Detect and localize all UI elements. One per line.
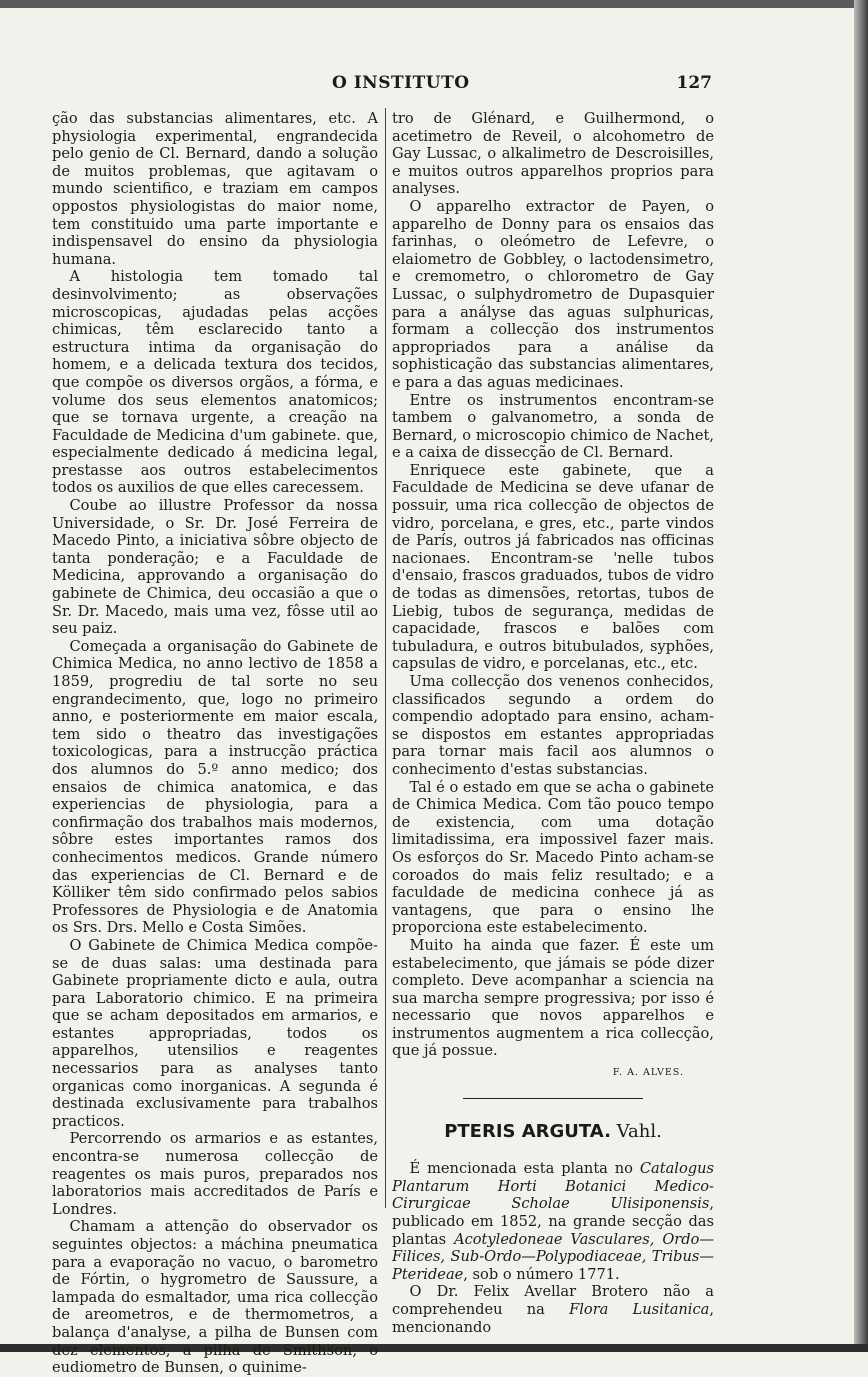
scan-edge-right <box>854 0 868 1352</box>
paragraph: O Dr. Felix Avellar Brotero não a comprehendeu na Flora Lusitanica, mencionando <box>392 1283 714 1336</box>
author-signature: F. A. ALVES. <box>612 1067 684 1079</box>
paragraph: A histologia tem tomado tal desinvolvimento; as observações microscopicas, ajudadas pelas acções chimicas, têm esclarecido tanto a estructura intima da organisação do homem, e a delicada textura dos tecidos, que compõe os diversos orgãos, a fórma, e volume dos seus elementos anatomicos; que se tornava urgente, a creação na Faculdade de Medicina d'um gabinete. que, especialmente dedicado á medicina legal, prestasse aos outros estabelecimentos todos os auxilios de que elles carecessem. <box>52 268 378 497</box>
species-name: PTERIS ARGUTA. <box>444 1120 611 1142</box>
taxonomy: Acotyledoneae Vasculares, Ordo—Filices, Sub-Ordo—Polypodiaceae, Tribus— Pterideae <box>392 1230 714 1283</box>
paragraph: ção das substancias alimentares, etc. A physiologia experimental, engrandecida pelo genio de Cl. Bernard, dando a solução de muitos problemas, que agitavam o mundo scientifico, e traziam em campos oppostos physiologistas do maior nome, tem constituido uma parte importante e indispensavel do ensino da physiologia humana. <box>52 110 378 268</box>
paragraph: O apparelho extractor de Payen, o apparelho de Donny para os ensaios das farinhas, o oleómetro de Lefevre, o elaiometro de Gobbley, o lactodensimetro, e cremometro, o chlorometro de Gay Lussac, o sulphydrometro de Dupasquier para a anályse das aguas sulphuricas, formam a collecção dos instrumentos appropriados para a análise da sophisticação das substancias alimentares, e para a das aguas medicinaes. <box>392 197 714 391</box>
column-divider <box>385 108 386 1208</box>
left-column <box>52 110 378 1377</box>
right-column <box>392 110 714 1336</box>
journal-title: O INSTITUTO <box>332 73 470 93</box>
section-separator <box>463 1098 643 1099</box>
paragraph: Chamam a attenção do observador os seguintes objectos: a máchina pneumatica para a evaporação no vacuo, o barometro de Fórtin, o hygrometro de Saussure, a lampada do esmaltador, uma rica collecção de areometros, e de thermometros, a balança d'analyse, a pilha de Bunsen com dez elementos, a pilha de Smithson, o eudiometro de Bunsen, o quinime- <box>52 1218 378 1377</box>
paragraph: Começada a organisação do Gabinete de Chimica Medica, no anno lectivo de 1858 a 1859, progrediu de tal sorte no seu engrandecimento, que, logo no primeiro anno, e posteriormente em maior escala, tem sido o theatro das investigações toxicologicas, para a instrucção práctica dos alumnos do 5.º anno medico; dos ensaios de chimica anatomica, e das experiencias de physiologia, para a confirmação dos trabalhos mais modernos, sôbre estes importantes ramos dos conhecimentos medicos. Grande número das experiencias de Cl. Bernard e de Kölliker têm sido confirmado pelos sabios Professores de Physiologia e de Anatomia os Srs. Drs. Mello e Costa Simões. <box>52 637 378 937</box>
paragraph: Percorrendo os armarios e as estantes, encontra-se numerosa collecção de reagentes os mais puros, preparados nos laboratorios mais accreditados de París e Londres. <box>52 1130 378 1218</box>
page-number: 127 <box>676 73 712 93</box>
scan-edge-top <box>0 0 868 8</box>
catalog-title: Catalogus Plantarum Horti Botanici Medico-Cirurgicae Scholae Ulisiponensis <box>392 1160 714 1213</box>
paragraph: É mencionada esta planta no Catalogus Plantarum Horti Botanici Medico-Cirurgicae Scholae Ulisiponensis, publicado em 1852, na grande secção das plantas Acotyledoneae Vasculares, Ordo—Filices, Sub-Ordo—Polypodiaceae, Tribus— Pterideae, sob o número 1771. <box>392 1160 714 1283</box>
paragraph: Enriquece este gabinete, que a Faculdade de Medicina se deve ufanar de possuir, uma rica collecção de objectos de vidro, porcelana, e gres, etc., parte vindos de París, outros já fabricados nas officinas nacionaes. Encontram-se 'nelle tubos d'ensaio, frascos graduados, tubos de vidro de todas as dimensões, retortas, tubos de Liebig, tubos de segurança, medidas de capacidade, frascos e balões com tubuladura, e outros bitubulados, syphões, capsulas de vidro, e porcelanas, etc., etc. <box>392 461 714 673</box>
paragraph: Muito ha ainda que fazer. É este um estabelecimento, que jámais se póde dizer completo. Deve acompanhar a sciencia na sua marcha sempre progressiva; por isso é necessario que novos apparelhos e instrumentos augmentem a rica collecção, que já possue. <box>392 936 714 1060</box>
paragraph: Entre os instrumentos encontram-se tambem o galvanometro, a sonda de Bernard, o microscopio chimico de Nachet, e a caixa de dissecção de Cl. Bernard. <box>392 391 714 462</box>
paragraph: tro de Glénard, e Guilhermond, o acetimetro de Reveil, o alcohometro de Gay Lussac, o alkalimetro de Descroisilles, e muitos outros apparelhos proprios para analyses. <box>392 110 714 198</box>
paragraph: O Gabinete de Chimica Medica compõe-se de duas salas: uma destinada para Gabinete propriamente dicto e aula, outra para Laboratorio chimico. E na primeira que se acham depositados em armarios, e estantes appropriadas, todos os apparelhos, utensilios e reagentes necessarios para as analyses tanto organicas como inorganicas. A segunda é destinada exclusivamente para trabalhos practicos. <box>52 936 378 1130</box>
paragraph: Coube ao illustre Professor da nossa Universidade, o Sr. Dr. José Ferreira de Macedo Pinto, a iniciativa sôbre objecto de tanta ponderação; e a Faculdade de Medicina, approvando a organisação do gabinete de Chimica, deu occasião a que o Sr. Dr. Macedo, mais uma vez, fôsse util ao seu paiz. <box>52 497 378 638</box>
species-author: Vahl. <box>616 1120 662 1142</box>
article-title <box>392 1120 714 1142</box>
paragraph: Uma collecção dos venenos conhecidos, classificados segundo a ordem do compendio adoptado para ensino, acham-se dispostos em estantes appropriadas para tornar mais facil aos alumnos o conhecimento d'estas substancias. <box>392 673 714 778</box>
flora-title: Flora Lusitanica <box>569 1301 710 1318</box>
running-header <box>52 73 712 97</box>
paragraph: Tal é o estado em que se acha o gabinete de Chimica Medica. Com tão pouco tempo de existencia, com uma dotação limitadissima, era impossivel fazer mais. Os esforços do Sr. Macedo Pinto acham-se coroados do mais feliz resultado; e a faculdade de medicina conhece já as vantagens, que para o ensino lhe proporciona este estabelecimento. <box>392 778 714 937</box>
